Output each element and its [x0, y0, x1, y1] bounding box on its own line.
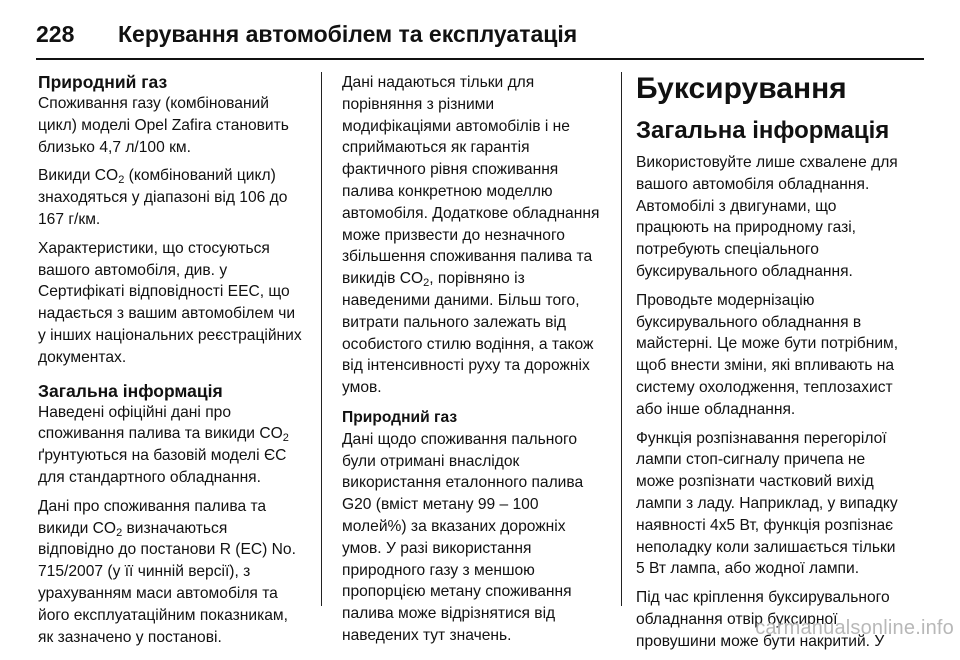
- heading-general-info: Загальна інформація: [636, 117, 890, 144]
- watermark: carmanualsonline.info: [755, 617, 954, 639]
- paragraph: Наведені офіційні дані про споживання палива та викиди $CO_2$ ґрунтуються на базовій моделі ЄС для стандартного обладнання.: [38, 403, 289, 486]
- paragraph: Дані надаються тільки для порівняння з різними модифікаціями автомобілів і не сприймаються як гарантія фактичного рівня споживання палива конкретною моделлю автомобіля. Додаткове обладнання може призвести до незначного збільшення споживання палива та викидів $CO_2$, порівняно із наведеними даними. Більш того, витрати пального залежать від особистого стилю водіння, а також від інтенсивності руху та дорожніх умов.: [342, 74, 600, 397]
- paragraph: Характеристики, що стосуються вашого автомобіля, див. у Сертифікаті відповідності ЕЕС, що надається з вашим автомобілем чи у інших національних реєстраційних документах.: [38, 239, 302, 366]
- paragraph: Викиди $CO_2$ (комбінований цикл) знаходяться у діапазоні від 106 до 167 г/км.: [38, 167, 288, 228]
- paragraph: Використовуйте лише схвалене для вашого автомобіля обладнання. Автомобілі з двигунами, що працюють на природному газі, потребують спеціального буксирувального обладнання.: [636, 154, 898, 280]
- heading-towing: Буксирування: [636, 72, 847, 105]
- column-divider-2: [621, 72, 622, 606]
- page-header: [36, 14, 577, 54]
- paragraph: Функція розпізнавання перегорілої лампи стоп-сигналу причепа не може розпізнати часткoвий вихід лампи з ладу. Наприклад, у випадку наявності 4x5 Вт, функція розпізнає неполадку коли залишається тільки 5 Вт лампа, або жодної лампи.: [636, 429, 898, 578]
- column-1: [38, 72, 306, 655]
- paragraph: Споживання газу (комбінований цикл) моделі Opel Zafira становить близько 4,7 л/100 км.: [38, 95, 289, 156]
- paragraph: Дані про споживання палива та викиди $CO_2$ визначаються відповідно до постанови R (EC) No. 715/2007 (у її чинній версії), з урахуванням маси автомобіля та його експлуатаційним показникам, як зазначено у постанові.: [38, 497, 296, 646]
- heading-natural-gas: Природний газ: [38, 72, 168, 92]
- page-number: 228: [36, 20, 75, 47]
- paragraph: Дані щодо споживання пального були отримані внаслідок використання еталонного палива G20 (вміст метану 99 – 100 молей%) за вказаних дорожніх умов. У разі використання природного газу з меншою пропорцією метану споживання палива може відрізнятися від наведених тут значень.: [342, 430, 584, 644]
- paragraph: Проводьте модернізацію буксирувального обладнання в майстерні. Це може бути потрібним, щоб внести зміни, які впливають на систему охолодження, теплозахист або інше обладнання.: [636, 291, 899, 418]
- column-divider-1: [321, 72, 322, 606]
- running-title: Керування автомобілем та експлуатація: [118, 20, 578, 47]
- header-rule: [36, 58, 924, 60]
- paragraph: Під час кріплення буксирувального обладнання отвір буксирної провушини може бути накритий. У: [636, 589, 890, 650]
- heading-natural-gas: Природний газ: [342, 408, 458, 426]
- column-2: [342, 72, 606, 654]
- column-3: [636, 72, 906, 660]
- heading-general-info: Загальна інформація: [38, 380, 223, 401]
